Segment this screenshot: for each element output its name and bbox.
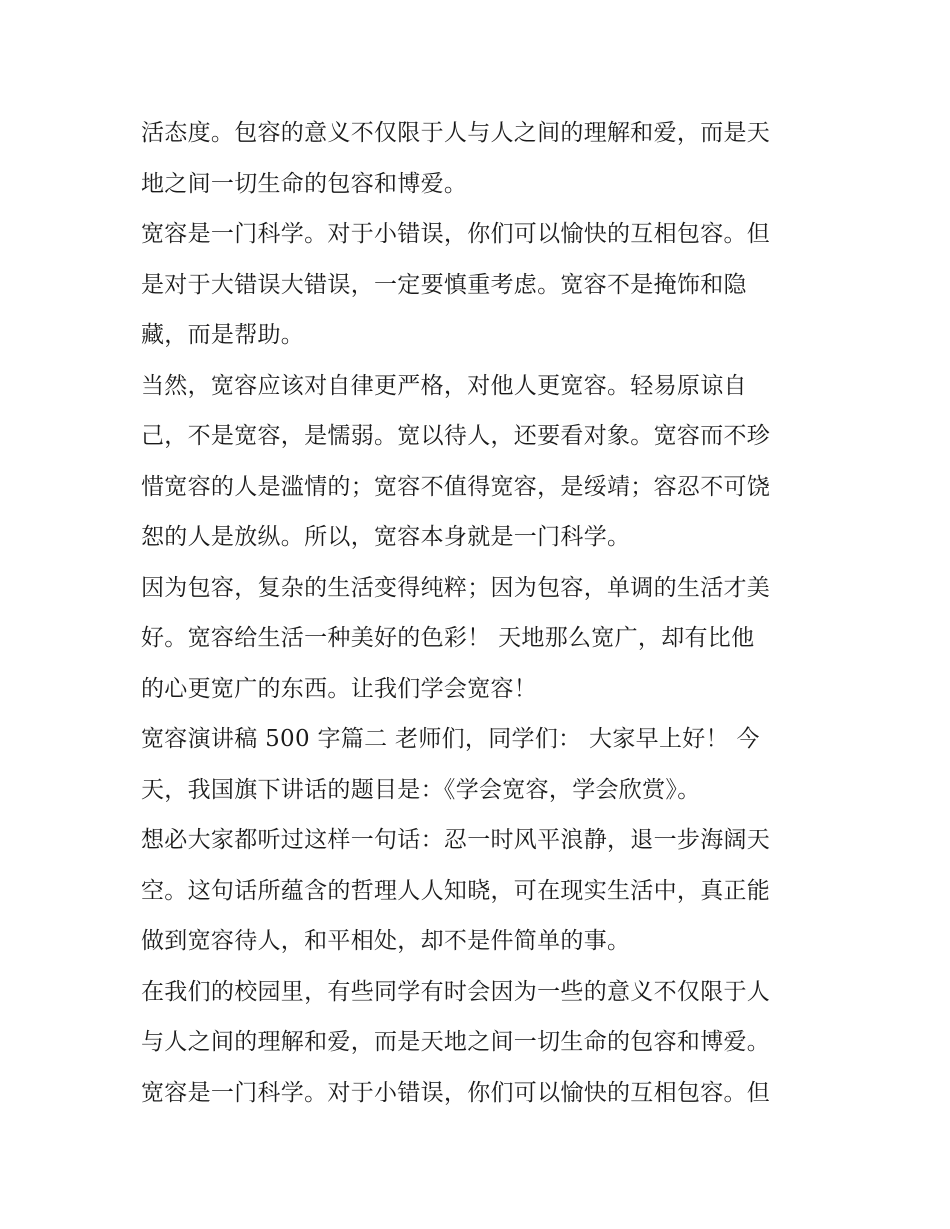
paragraph: [141, 108, 821, 209]
text-line: 想必大家都听过这样一句话：忍一时风平浪静，退一步海阔天: [141, 827, 771, 853]
text-line: 己，不是宽容，是懦弱。宽以待人，还要看对象。宽容而不珍: [141, 423, 771, 449]
text-line: 活态度。包容的意义不仅限于人与人之间的理解和爱，而是天: [141, 120, 771, 146]
document-body: [141, 108, 821, 1118]
text-line: 是对于大错误大错误，一定要慎重考虑。宽容不是掩饰和隐: [141, 271, 747, 298]
text-line: 因为包容，复杂的生活变得纯粹；因为包容，单调的生活才美: [141, 574, 771, 601]
paragraph: [141, 563, 821, 715]
paragraph: [141, 967, 821, 1068]
paragraph: [141, 815, 821, 967]
text-line: 宽容是一门科学。对于小错误，你们可以愉快的互相包容。但: [141, 1079, 771, 1106]
paragraph: [141, 361, 821, 563]
text-line: 的心更宽广的东西。让我们学会宽容！: [141, 675, 538, 702]
text-line: 当然，宽容应该对自律更严格，对他人更宽容。轻易原谅自: [141, 372, 747, 399]
text-line: 在我们的校园里，有些同学有时会因为一些的意义不仅限于人: [141, 978, 771, 1005]
paragraph: [141, 209, 821, 361]
paragraph: [141, 714, 821, 815]
text-line: 藏，而是帮助。: [141, 322, 305, 348]
text-line: 天，我国旗下讲话的题目是：《学会宽容，学会欣赏》。: [141, 776, 701, 803]
paragraph: [141, 1068, 821, 1119]
text-line: 宽容是一门科学。对于小错误，你们可以愉快的互相包容。但: [141, 221, 771, 247]
text-line: 做到宽容待人，和平相处，却不是件简单的事。: [141, 928, 631, 954]
text-line: 恕的人是放纵。所以，宽容本身就是一门科学。: [141, 524, 631, 550]
text-line: 惜宽容的人是滥情的；宽容不值得宽容，是绥靖；容忍不可饶: [141, 473, 771, 500]
text-line: 地之间一切生命的包容和博爱。: [141, 170, 468, 197]
text-line: 与人之间的理解和爱，而是天地之间一切生命的包容和博爱。: [141, 1029, 771, 1055]
text-line: 空。这句话所蕴含的哲理人人知晓，可在现实生活中，真正能: [141, 877, 771, 904]
text-line: 好。宽容给生活一种美好的色彩！ 天地那么宽广，却有比他: [141, 625, 755, 651]
text-line: 宽容演讲稿 500 字篇二 老师们，同学们： 大家早上好！ 今: [141, 726, 760, 752]
